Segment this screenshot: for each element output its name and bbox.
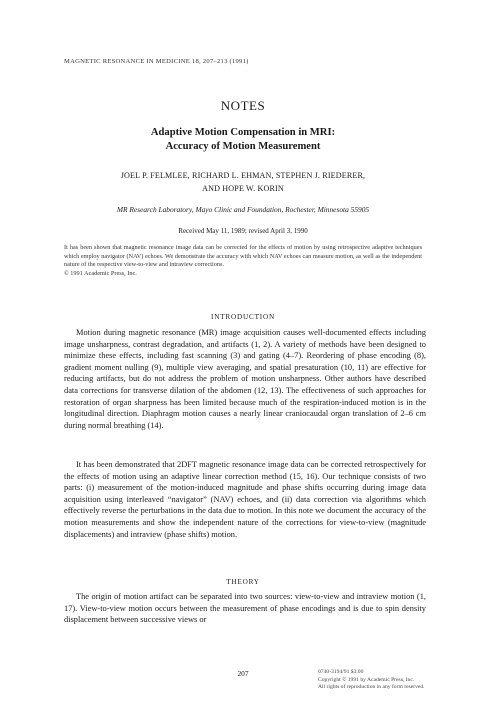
authors-line-2: AND HOPE W. KORIN <box>202 184 284 193</box>
section-label: NOTES <box>220 98 266 113</box>
author-list <box>40 169 446 195</box>
title-line-2: Accuracy of Motion Measurement <box>165 141 321 152</box>
authors-line-1: JOEL P. FELMLEE, RICHARD L. EHMAN, STEPHEN J. RIEDERER, <box>120 171 366 180</box>
footer-rights-line: All rights of reproduction in any form reserved. <box>318 684 425 691</box>
title-line-1: Adaptive Motion Compensation in MRI: <box>150 127 336 138</box>
article-title <box>40 126 446 154</box>
intro-paragraph-2: It has been demonstrated that 2DFT magnetic resonance image data can be corrected retrospectively for the effects of motion using an adaptive linear correction method (15, 16). Our technique consists of two parts: (i) measurement of the motion-induced magnitude and phase shifts occurring during image data acquisition using interleaved “navigator” (NAV) echoes, and (ii) data correction via algorithms which effectively reverse the perturbations in the data due to motion. In this note we document the accuracy of the motion measurements and show the independent nature of the corrections for view-to-view (magnitude displacements) and intraview (phase shifts) motion. <box>64 460 426 539</box>
footer-price-line: 0740-3194/91 $3.00 <box>318 669 364 675</box>
theory-paragraph-1: The origin of motion artifact can be separated into two sources: view-to-view and intraview motion (1, 17). View-to-view motion occurs between the measurement of phase encodings and is due to spin density displacement between successive views or <box>64 592 426 625</box>
heading-introduction: INTRODUCTION <box>211 313 275 321</box>
copyright-footer <box>318 669 448 692</box>
abstract-text: It has been shown that magnetic resonance image data can be corrected for the effects of motion by using retrospective adaptive techniques which employ navigator (NAV) echoes. We demonstrate the accuracy with which NAV echoes can measure motion, as well as the independent nature of the respective view-to-view and intraview corrections. <box>64 244 422 269</box>
affiliation: MR Research Laboratory, Mayo Clinic and Foundation, Rochester, Minnesota 55905 <box>116 205 370 214</box>
heading-theory: THEORY <box>226 578 260 586</box>
abstract-copyright: © 1991 Academic Press, Inc. <box>64 269 137 277</box>
intro-paragraph-1: Motion during magnetic resonance (MR) image acquisition causes well-documented effects including image unsharpness, contrast degradation, and artifacts (1, 2). A variety of methods have been designed to minimize these effects, including fast scanning (3) and gating (4–7). Reordering of phase encoding (8), gradient moment nulling (9), multiple view averaging, and spatial presaturation (10, 11) are effective for reducing artifacts, but do not address the problem of motion unsharpness. Other authors have described data corrections for transverse dilation of the abdomen (12, 13). The effectiveness of such approaches for restoration of organ sharpness has been limited because much of the respiration-induced motion is in the longitudinal direction. Diaphragm motion causes a nearly linear craniocaudal organ translation of 2–6 cm during normal breathing (14). <box>64 328 426 430</box>
running-head: MAGNETIC RESONANCE IN MEDICINE 18, 207–213 (1991) <box>64 58 249 65</box>
received-dates: Received May 11, 1989; revised April 3, 1990 <box>178 227 308 235</box>
page-number: 207 <box>237 669 249 678</box>
footer-copyright-line: Copyright © 1991 by Academic Press, Inc. <box>318 676 415 683</box>
abstract <box>64 244 422 278</box>
